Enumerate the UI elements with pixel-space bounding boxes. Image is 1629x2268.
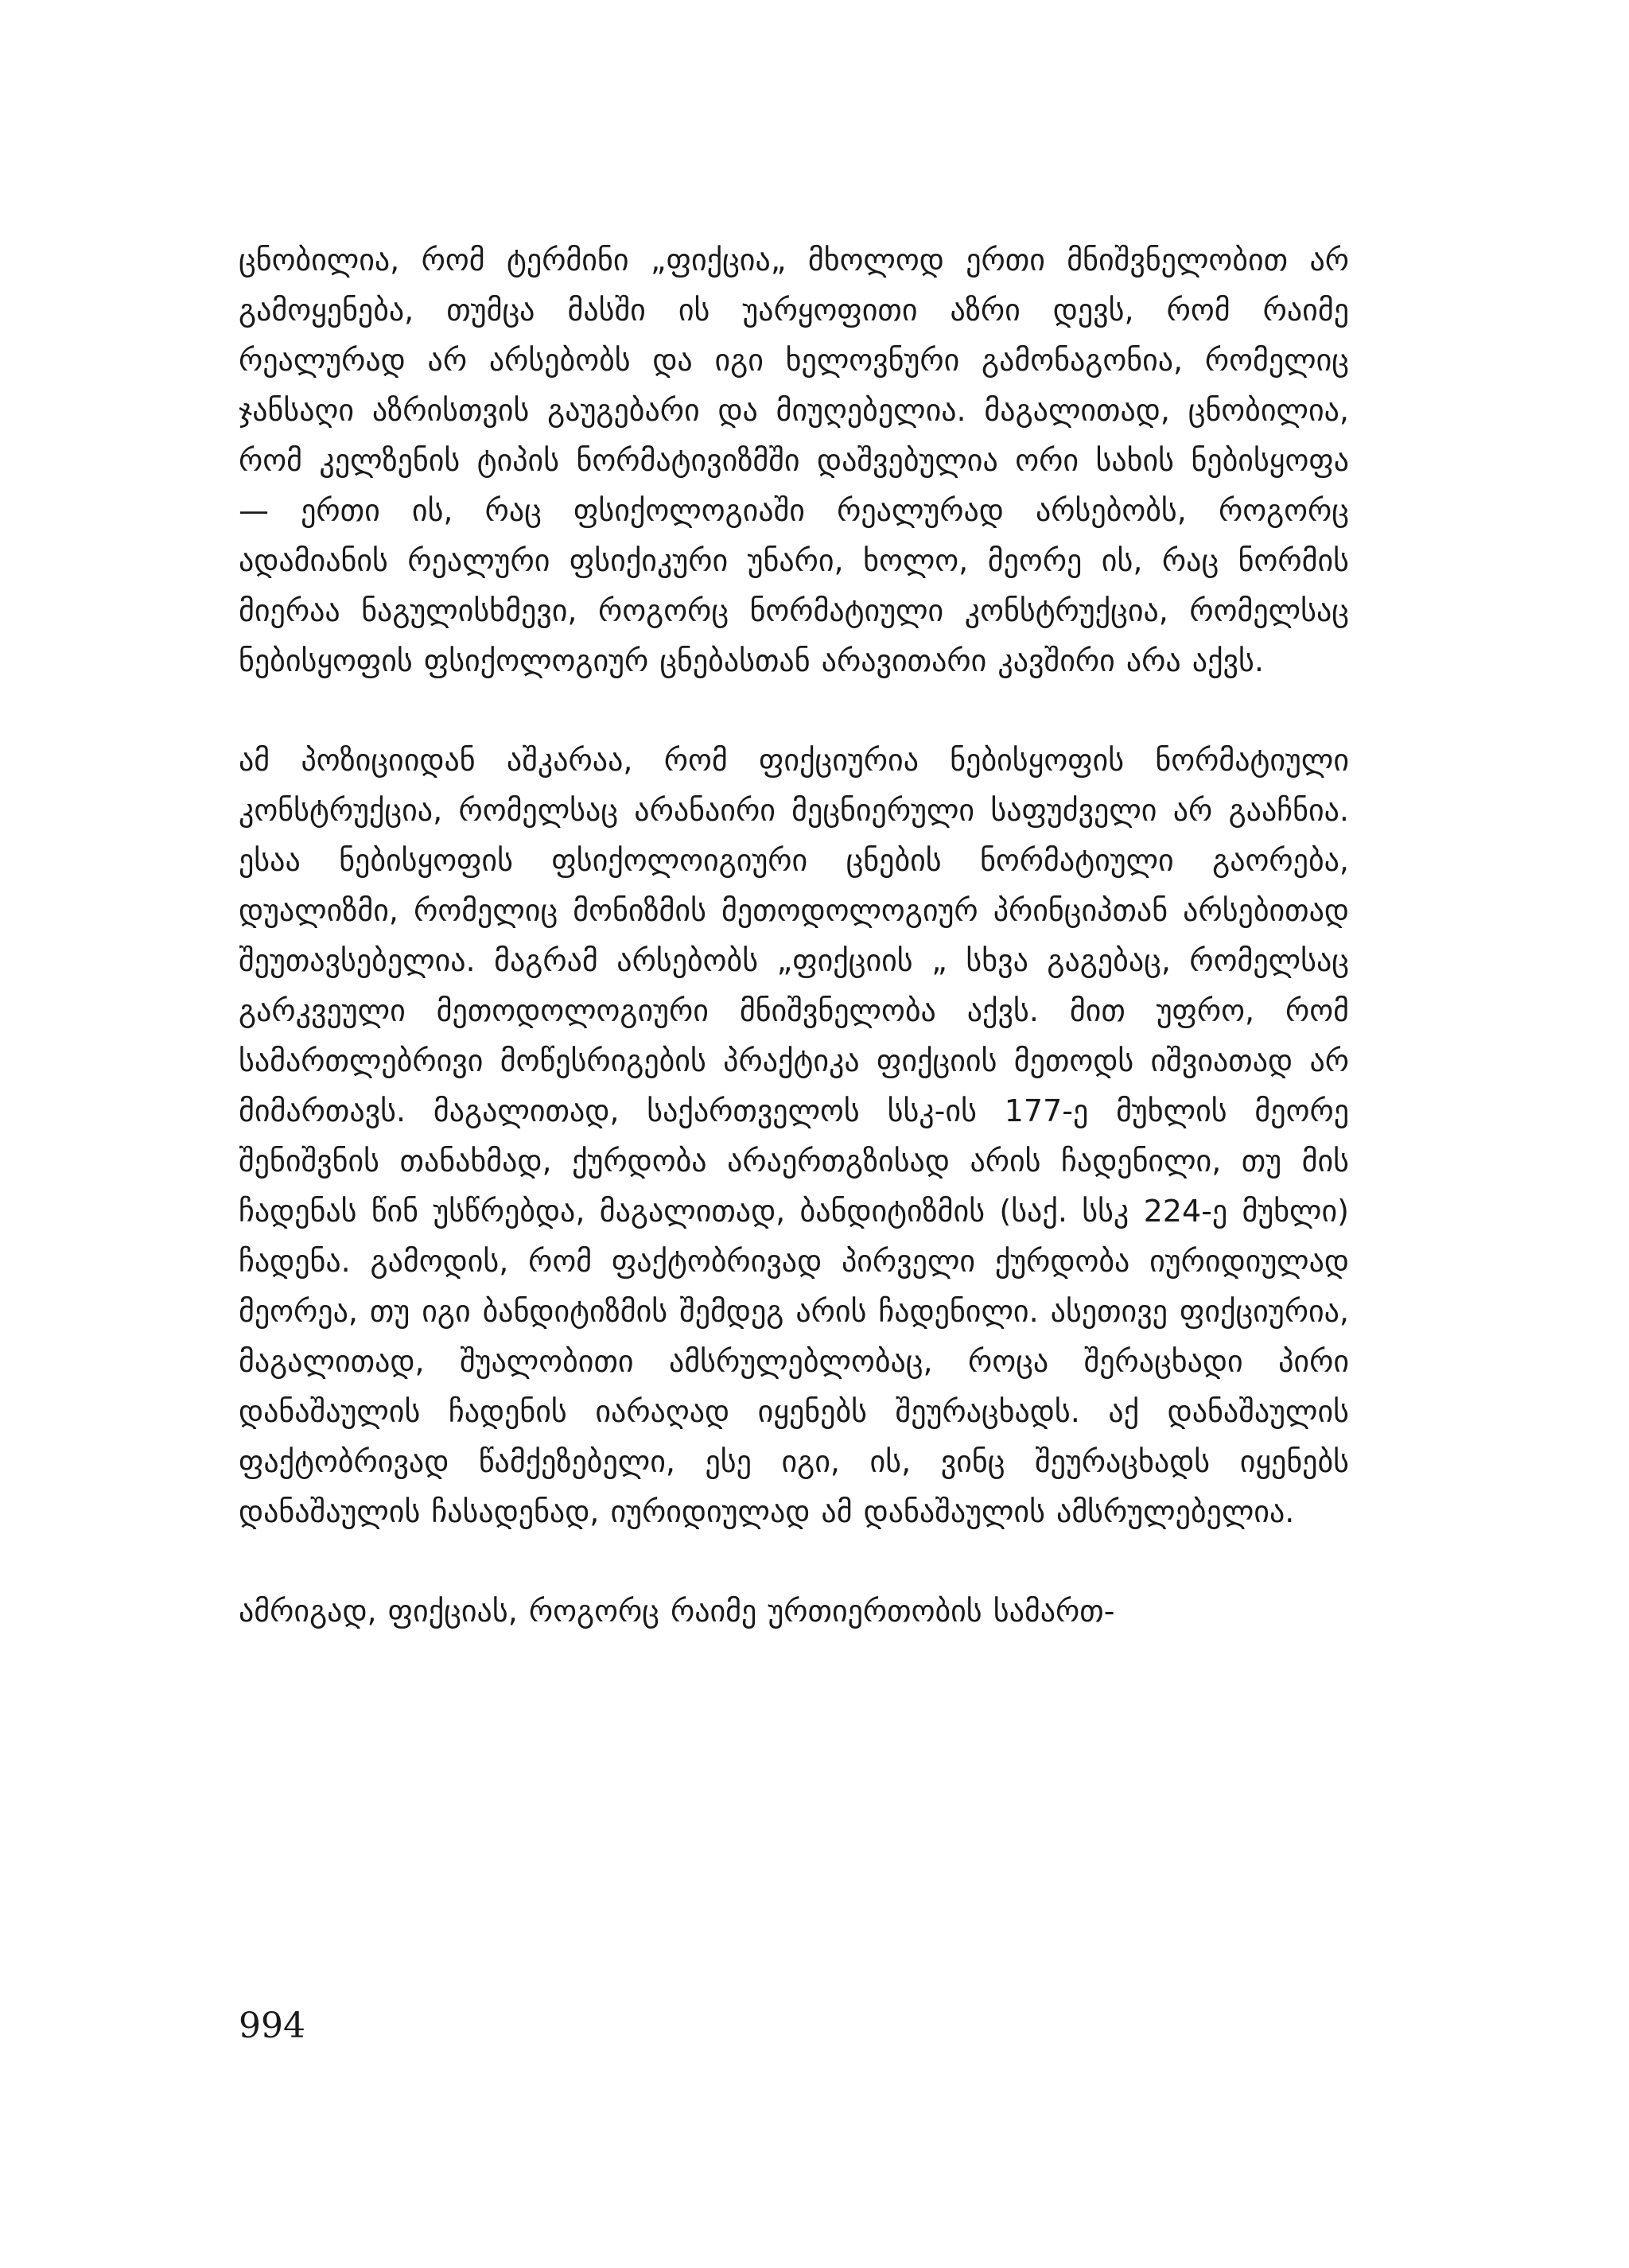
body-text (239, 235, 1349, 1637)
paragraph-1: ცნობილია, რომ ტერმინი „ფიქცია„ მხოლოდ ერთი მნიშვნელობით არ გამოყენება, თუმცა მასში ის უარყოფითი აზრი დევს, რომ რაიმე რეალურად არ არსებობს და იგი ხელოვნური გამონაგონია, რომელიც ჯანსაღი აზრისთვის გაუგებარი და მიუღებელია. მაგალითად, ცნობილია, რომ კელზენის ტიპის ნორმატივიზმში დაშვებულია ორი სახის ნებისყოფა — ერთი ის, რაც ფსიქოლოგიაში რეალურად არსებობს, როგორც ადამიანის რეალური ფსიქიკური უნარი, ხოლო, მეორე ის, რაც ნორმის მიერაა ნაგულისხმევი, როგორც ნორმატიული კონსტრუქცია, რომელსაც ნებისყოფის ფსიქოლოგიურ ცნებასთან არავითარი კავშირი არა აქვს. (239, 243, 1349, 678)
page-number: 994 (239, 2006, 305, 2046)
paragraph-2: ამ პოზიციიდან აშკარაა, რომ ფიქციურია ნებისყოფის ნორმატიული კონსტრუქცია, რომელსაც არანაირი მეცნიერული საფუძველი არ გააჩნია. ესაა ნებისყოფის ფსიქოლოიგიური ცნების ნორმატიული გაორება, დუალიზმი, რომელიც მონიზმის მეთოდოლოგიურ პრინციპთან არსებითად შეუთავსებელია. მაგრამ არსებობს „ფიქციის „ სხვა გაგებაც, რომელსაც გარკვეული მეთოდოლოგიური მნიშვნელობა აქვს. მით უფრო, რომ სამართლებრივი მოწესრიგების პრაქტიკა ფიქციის მეთოდს იშვიათად არ მიმართავს. მაგალითად, საქართველოს სსკ-ის 177-ე მუხლის მეორე შენიშვნის თანახმად, ქურდობა არაერთგზისად არის ჩადენილი, თუ მის ჩადენას წინ უსწრებდა, მაგალითად, ბანდიტიზმის (საქ. სსკ 224-ე მუხლი) ჩადენა. გამოდის, რომ ფაქტობრივად პირველი ქურდობა იურიდიულად მეორეა, თუ იგი ბანდიტიზმის შემდეგ არის ჩადენილი. ასეთივე ფიქციურია, მაგალითად, შუალობითი ამსრულებლობაც, როცა შერაცხადი პირი დანაშაულის ჩადენის იარაღად იყენებს შეურაცხადს. აქ დანაშაულის ფაქტობრივად წამქეზებელი, ესე იგი, ის, ვინც შეურაცხადს იყენებს დანაშაულის ჩასადენად, იურიდიულად ამ დანაშაულის ამსრულებელია. (239, 743, 1349, 1529)
paragraph-3: ამრიგად, ფიქციას, როგორც რაიმე ურთიერთობის სამართ- (239, 1594, 1115, 1629)
